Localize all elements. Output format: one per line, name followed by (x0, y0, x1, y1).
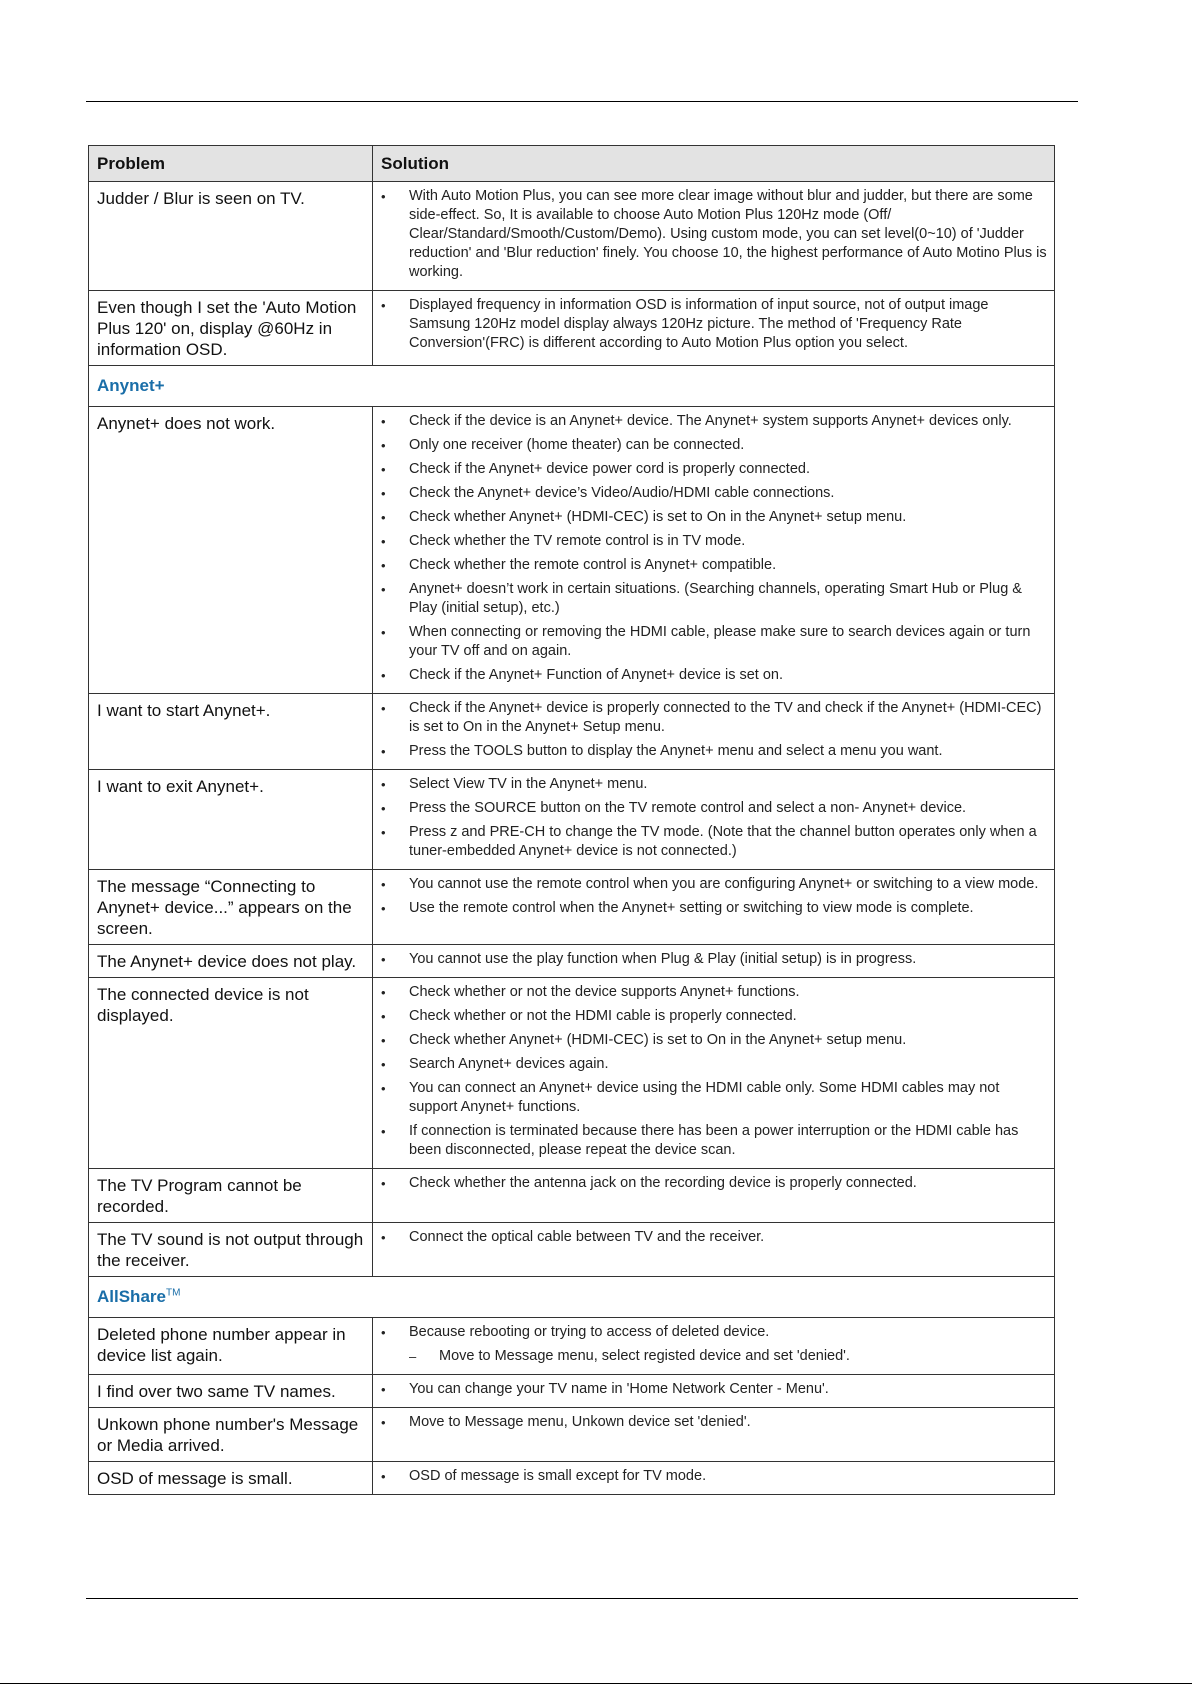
problem-column-header: Problem (89, 146, 373, 182)
solution-item (379, 508, 1048, 527)
bullet-icon: • (381, 510, 386, 525)
sub-solution-list (379, 1347, 1048, 1366)
solution-item (379, 699, 1048, 737)
solution-item (379, 799, 1048, 818)
solution-item (379, 1122, 1048, 1160)
solution-item (379, 1174, 1048, 1193)
solution-item (379, 460, 1048, 479)
bullet-icon: • (381, 1230, 386, 1245)
solution-list (379, 296, 1048, 353)
problem-cell: Deleted phone number appear in device list again. (89, 1318, 373, 1375)
solution-text: You can change your TV name in 'Home Network Center - Menu'. (409, 1381, 829, 1397)
solution-list (379, 1174, 1048, 1193)
problem-cell: I want to start Anynet+. (89, 694, 373, 770)
solution-text: Displayed frequency in information OSD is information of input source, not of output image Samsung 120Hz model display always 120Hz picture. The method of 'Frequency Rate Conversion'(FRC) is different according to Auto Motion Plus option you select. (409, 297, 989, 351)
solution-list (379, 699, 1048, 761)
table-row (89, 1318, 1055, 1375)
trademark-mark: TM (165, 1287, 181, 1299)
solution-item (379, 1031, 1048, 1050)
solution-item (379, 580, 1048, 618)
solution-cell (373, 407, 1055, 694)
solution-list (379, 983, 1048, 1160)
problem-cell: The message “Connecting to Anynet+ device...” appears on the screen. (89, 870, 373, 945)
bullet-icon: • (381, 438, 386, 453)
bullet-icon: • (381, 952, 386, 967)
bullet-icon: • (381, 1124, 386, 1139)
bullet-icon: • (381, 1081, 386, 1096)
section-heading-anynet (89, 366, 1055, 407)
solution-text: Connect the optical cable between TV and the receiver. (409, 1229, 765, 1245)
table-row (89, 870, 1055, 945)
section-row-anynet (89, 366, 1055, 407)
table-row (89, 182, 1055, 291)
solution-text: Check whether Anynet+ (HDMI-CEC) is set to On in the Anynet+ setup menu. (409, 1032, 907, 1048)
solution-text: Move to Message menu, Unkown device set 'denied'. (409, 1414, 751, 1430)
solution-item (379, 823, 1048, 861)
problem-cell: The TV sound is not output through the receiver. (89, 1223, 373, 1277)
problem-cell: Unkown phone number's Message or Media arrived. (89, 1408, 373, 1462)
bullet-icon: • (381, 462, 386, 477)
table-row (89, 1169, 1055, 1223)
bullet-icon: • (381, 901, 386, 916)
solution-item (379, 532, 1048, 551)
solution-text: Press the SOURCE button on the TV remote control and select a non- Anynet+ device. (409, 800, 967, 816)
section-heading-allshare (89, 1277, 1055, 1318)
bullet-icon: • (381, 1057, 386, 1072)
problem-cell: I want to exit Anynet+. (89, 770, 373, 870)
solution-text: Check whether Anynet+ (HDMI-CEC) is set to On in the Anynet+ setup menu. (409, 509, 907, 525)
problem-cell: The Anynet+ device does not play. (89, 945, 373, 978)
table-row (89, 694, 1055, 770)
solution-cell (373, 770, 1055, 870)
solution-item (379, 983, 1048, 1002)
sub-solution-text: Move to Message menu, select registed device and set 'denied'. (439, 1348, 850, 1364)
solution-item (379, 556, 1048, 575)
table-row (89, 1462, 1055, 1495)
problem-cell: Even though I set the 'Auto Motion Plus 120' on, display @60Hz in information OSD. (89, 291, 373, 366)
bullet-icon: • (381, 668, 386, 683)
bullet-icon: • (381, 1176, 386, 1191)
problem-cell: I find over two same TV names. (89, 1375, 373, 1408)
bullet-icon: • (381, 744, 386, 759)
solution-list (379, 875, 1048, 918)
solution-item (379, 1079, 1048, 1117)
solution-item (379, 775, 1048, 794)
solution-item (379, 1007, 1048, 1026)
bullet-icon: • (381, 558, 386, 573)
solution-text: Select View TV in the Anynet+ menu. (409, 776, 648, 792)
solution-list (379, 950, 1048, 969)
solution-text: Check whether the remote control is Anynet+ compatible. (409, 557, 777, 573)
section-title: Anynet+ (97, 376, 165, 395)
table-row (89, 407, 1055, 694)
solution-cell (373, 1318, 1055, 1375)
table-row (89, 1375, 1055, 1408)
solution-item (379, 899, 1048, 918)
solution-column-header: Solution (373, 146, 1055, 182)
solution-item (379, 296, 1048, 353)
solution-list (379, 1380, 1048, 1399)
solution-text: Check if the Anynet+ device is properly connected to the TV and check if the Anynet+ (HDMI-CEC) is set to On in the Anynet+ Setup menu. (409, 700, 1042, 735)
solution-text: Only one receiver (home theater) can be connected. (409, 437, 745, 453)
bullet-icon: • (381, 298, 386, 313)
solution-item (379, 1323, 1048, 1342)
solution-text: When connecting or removing the HDMI cable, please make sure to search devices again or turn your TV off and on again. (409, 624, 1031, 659)
solution-item (379, 666, 1048, 685)
problem-cell: The connected device is not displayed. (89, 978, 373, 1169)
solution-item (379, 623, 1048, 661)
solution-text: Check the Anynet+ device’s Video/Audio/HDMI cable connections. (409, 485, 835, 501)
bullet-icon: • (381, 1325, 386, 1340)
sub-solution-item (379, 1347, 1048, 1366)
section-row-allshare (89, 1277, 1055, 1318)
solution-item (379, 1467, 1048, 1486)
solution-list (379, 412, 1048, 685)
bullet-icon: • (381, 1415, 386, 1430)
solution-text: Press z and PRE-CH to change the TV mode. (Note that the channel button operates only when a tuner-embedded Anynet+ device is not connected.) (409, 824, 1037, 859)
bullet-icon: • (381, 582, 386, 597)
solution-cell (373, 870, 1055, 945)
header-rule (86, 101, 1078, 102)
table-header-row (89, 146, 1055, 182)
bullet-icon: • (381, 701, 386, 716)
solution-text: Press the TOOLS button to display the Anynet+ menu and select a menu you want. (409, 743, 943, 759)
troubleshooting-table (88, 145, 1055, 1495)
table-body (89, 182, 1055, 1495)
bullet-icon: • (381, 1469, 386, 1484)
bullet-icon: • (381, 825, 386, 840)
bullet-icon: • (381, 414, 386, 429)
solution-text: Check if the Anynet+ device power cord is properly connected. (409, 461, 810, 477)
solution-text: Check if the device is an Anynet+ device. The Anynet+ system supports Anynet+ devices only. (409, 413, 1012, 429)
solution-text: If connection is terminated because there has been a power interruption or the HDMI cable has been disconnected, please repeat the device scan. (409, 1123, 1019, 1158)
problem-cell: OSD of message is small. (89, 1462, 373, 1495)
solution-item (379, 1055, 1048, 1074)
solution-item (379, 436, 1048, 455)
solution-item (379, 412, 1048, 431)
bullet-icon: • (381, 486, 386, 501)
dash-icon: – (409, 1349, 417, 1364)
solution-cell (373, 945, 1055, 978)
bullet-icon: • (381, 1382, 386, 1397)
table-row (89, 1223, 1055, 1277)
solution-text: OSD of message is small except for TV mode. (409, 1468, 707, 1484)
section-title: AllShare (97, 1287, 166, 1306)
bullet-icon: • (381, 625, 386, 640)
solution-text: You cannot use the remote control when you are configuring Anynet+ or switching to a view mode. (409, 876, 1039, 892)
table-row (89, 978, 1055, 1169)
bullet-icon: • (381, 189, 386, 204)
bullet-icon: • (381, 985, 386, 1000)
problem-cell: The TV Program cannot be recorded. (89, 1169, 373, 1223)
solution-text: Check whether or not the HDMI cable is properly connected. (409, 1008, 797, 1024)
solution-text: Because rebooting or trying to access of deleted device. (409, 1324, 770, 1340)
solution-text: Check if the Anynet+ Function of Anynet+ device is set on. (409, 667, 784, 683)
solution-list (379, 1413, 1048, 1432)
bullet-icon: • (381, 801, 386, 816)
solution-text: Check whether or not the device supports Anynet+ functions. (409, 984, 800, 1000)
solution-text: Check whether the antenna jack on the recording device is properly connected. (409, 1175, 917, 1191)
table-row (89, 770, 1055, 870)
bullet-icon: • (381, 877, 386, 892)
solution-text: Use the remote control when the Anynet+ setting or switching to view mode is complete. (409, 900, 974, 916)
bullet-icon: • (381, 1033, 386, 1048)
solution-text: Check whether the TV remote control is in TV mode. (409, 533, 746, 549)
solution-cell (373, 1223, 1055, 1277)
bullet-icon: • (381, 534, 386, 549)
footer-rule (86, 1598, 1078, 1599)
solution-text: Anynet+ doesn’t work in certain situations. (Searching channels, operating Smart Hub or Plug & Play (initial setup), etc.) (409, 581, 1022, 616)
solution-item (379, 742, 1048, 761)
solution-item (379, 1380, 1048, 1399)
problem-cell: Judder / Blur is seen on TV. (89, 182, 373, 291)
solution-item (379, 187, 1048, 282)
table-row (89, 945, 1055, 978)
solution-item (379, 1413, 1048, 1432)
solution-list (379, 1323, 1048, 1366)
table-row (89, 291, 1055, 366)
bullet-icon: • (381, 777, 386, 792)
solution-cell (373, 694, 1055, 770)
solution-item (379, 484, 1048, 503)
solution-text: Search Anynet+ devices again. (409, 1056, 609, 1072)
problem-cell: Anynet+ does not work. (89, 407, 373, 694)
solution-text: You can connect an Anynet+ device using the HDMI cable only. Some HDMI cables may not support Anynet+ functions. (409, 1080, 1000, 1115)
table-row (89, 1408, 1055, 1462)
solution-text: With Auto Motion Plus, you can see more clear image without blur and judder, but there are some side-effect. So, It is available to choose Auto Motion Plus 120Hz mode (Off/ Clear/Standard/Smooth/Custom/Demo). Using custom mode, you can set level(0~10) of 'Judder reduction' and 'Blur reduction' finely. You choose 10, the highest performance of Auto Motino Plus is working. (409, 188, 1047, 280)
solution-cell (373, 1408, 1055, 1462)
solution-list (379, 1467, 1048, 1486)
solution-list (379, 187, 1048, 282)
solution-list (379, 1228, 1048, 1247)
solution-text: You cannot use the play function when Plug & Play (initial setup) is in progress. (409, 951, 917, 967)
page-edge-rule (0, 1683, 1192, 1684)
solution-cell (373, 1462, 1055, 1495)
solution-cell (373, 291, 1055, 366)
solution-list (379, 775, 1048, 861)
solution-cell (373, 978, 1055, 1169)
solution-cell (373, 182, 1055, 291)
solution-cell (373, 1375, 1055, 1408)
bullet-icon: • (381, 1009, 386, 1024)
solution-item (379, 950, 1048, 969)
solution-cell (373, 1169, 1055, 1223)
solution-item (379, 875, 1048, 894)
solution-item (379, 1228, 1048, 1247)
